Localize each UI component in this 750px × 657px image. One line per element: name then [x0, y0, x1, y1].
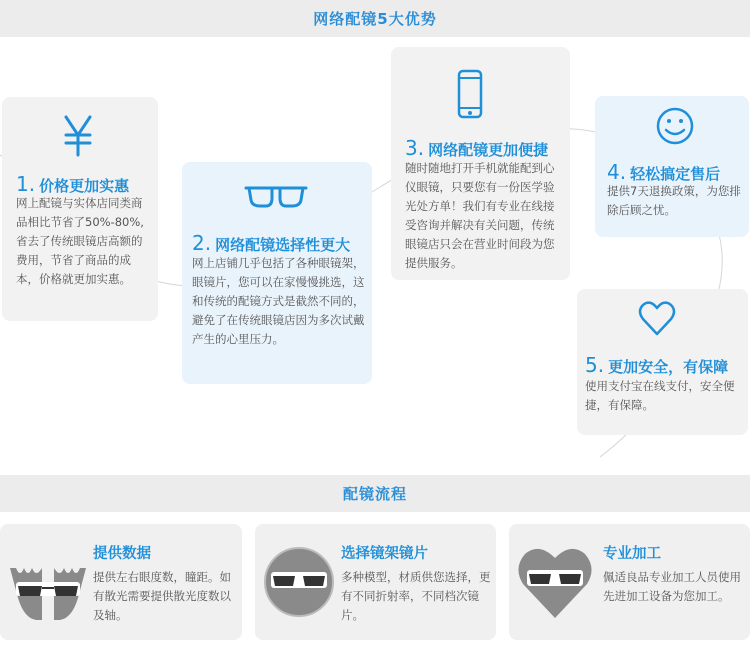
process-title: 专业加工 [603, 546, 661, 562]
lens-glasses-icon [261, 538, 337, 628]
advantage-card-aftersales [595, 96, 749, 237]
advantage-card-selection [182, 162, 372, 384]
advantage-title: 1. 价格更加实惠 [16, 172, 130, 196]
process-card-data [0, 524, 242, 640]
process-title: 提供数据 [93, 546, 151, 562]
advantage-card-price [2, 97, 158, 321]
advantage-title: 4. 轻松搞定售后 [607, 160, 721, 184]
smiley-icon [655, 106, 695, 150]
advantages-header [0, 0, 750, 37]
process-header [0, 475, 750, 512]
hands-glasses-icon [6, 538, 90, 628]
process-body: 提供左右眼度数，瞳距。如有散光需要提供散光度数以及轴。 [93, 570, 231, 622]
eyeglasses-icon [244, 182, 308, 214]
smartphone-icon [457, 69, 483, 123]
advantage-card-security [577, 289, 748, 435]
process-body: 佩适良品专业加工人员使用先进加工设备为您加工。 [603, 570, 741, 603]
process-body: 多种模型，材质供您选择，更有不同折射率，不同档次镜片。 [341, 570, 491, 622]
advantage-body: 随时随地打开手机就能配到心仪眼镜，只要您有一份医学验光处方单！我们有专业在线接受咨询并解决有关问题，传统眼镜店只会在营业时间段为您提供服务。 [405, 161, 555, 270]
heart-glasses-icon [515, 538, 595, 628]
advantage-body: 使用支付宝在线支付，安全便捷，有保障。 [585, 379, 735, 412]
advantage-body: 提供7天退换政策，为您排除后顾之忧。 [607, 184, 741, 217]
process-card-frame [255, 524, 496, 640]
advantage-card-convenience [391, 47, 570, 280]
process-title: 配镜流程 [342, 485, 407, 503]
process-title: 选择镜架镜片 [341, 546, 428, 562]
heart-icon [637, 299, 677, 343]
advantage-body: 网上配镜与实体店同类商品相比节省了50%-80%,省去了传统眼镜店高额的费用，节省了商品的成本，价格就更加实惠。 [16, 196, 144, 286]
advantage-title: 5. 更加安全，有保障 [585, 353, 729, 377]
process-card-processing [509, 524, 750, 640]
advantage-title: 3. 网络配镜更加便捷 [405, 136, 549, 160]
advantage-title: 2. 网络配镜选择性更大 [192, 231, 351, 255]
advantages-title: 网络配镜5大优势 [313, 10, 437, 28]
advantage-body: 网上店铺几乎包括了各种眼镜架，眼镜片，您可以在家慢慢挑选，这和传统的配镜方式是截然不同的，避免了在传统眼镜店因为多次试戴产生的心里压力。 [192, 256, 365, 346]
yen-icon [60, 113, 96, 161]
